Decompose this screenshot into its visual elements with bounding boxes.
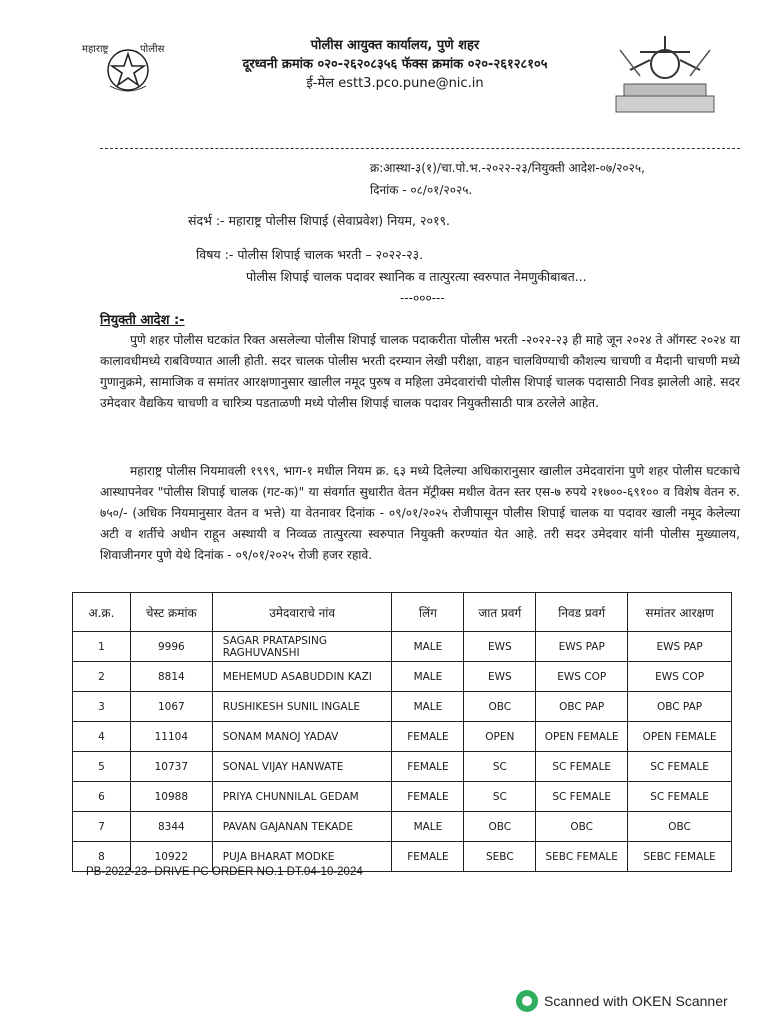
col-header: लिंग [392,593,464,632]
table-cell: MALE [392,692,464,722]
table-cell: SEBC FEMALE [628,842,732,872]
table-cell: 8 [73,842,131,872]
office-name: पोलीस आयुक्त कार्यालय, पुणे शहर [310,38,480,53]
table-row [73,662,732,692]
table-cell: FEMALE [392,842,464,872]
col-header: उमेदवाराचे नांव [212,593,392,632]
table-cell: 4 [73,722,131,752]
table-row [73,722,732,752]
table-cell: EWS PAP [628,632,732,662]
footer-code: PB-2022-23- DRIVE PC ORDER NO.1 DT.04-10-2024 [86,866,363,878]
table-cell: OBC PAP [628,692,732,722]
table-cell: SEBC [464,842,536,872]
scanner-watermark [516,990,728,1012]
table-cell: OBC [628,812,732,842]
table-cell: PAVAN GAJANAN TEKADE [212,812,392,842]
pune-police-crest [610,30,720,116]
table-cell: 10988 [130,782,212,812]
order-date: दिनांक - ०८/०१/२०२५. [370,183,473,197]
table-cell: SC FEMALE [536,782,628,812]
table-cell: EWS COP [536,662,628,692]
table-cell: SAGAR PRATAPSING RAGHUVANSHI [212,632,392,662]
table-cell: 3 [73,692,131,722]
table-cell: EWS COP [628,662,732,692]
table-cell: PRIYA CHUNNILAL GEDAM [212,782,392,812]
paragraph-2: महाराष्ट्र पोलीस नियमावली १९९९, भाग-१ मधील नियम क्र. ६३ मध्ये दिलेल्या अधिकारानुसार खालील उमेदवारांना पुणे शहर पोलीस घटकाचे आस्थापनेवर "पोलीस शिपाई चालक (गट-क)" या संवर्गात सुधारीत वेतन मॅट्रीक्स मधील वेतन स्तर एस-७ रुपये २१७००-६९१०० व विशेष वेतन रु. ७५०/- (अधिक नियमानुसार वेतन व भत्ते) या वेतनावर दिनांक - ०९/०१/२०२५ रोजीपासून पोलीस शिपाई चालक या पदावर खाली नमूद केलेल्या अटी व शर्तीचे अधीन राहून अस्थायी व निव्वळ तात्पुरत्या स्वरुपात नियुक्ती करण्यांत येत आहे. तरी सदर उमेदवार यांनी पोलीस मुख्यालय, शिवाजीनगर पुणे येथे दिनांक - ०९/०१/२०२५ रोजी हजर रहावे. [100,464,740,562]
table-row [73,812,732,842]
table-cell: SEBC FEMALE [536,842,628,872]
table-header-row [73,593,732,632]
table-cell: SC [464,782,536,812]
table-cell: OPEN [464,722,536,752]
table-cell: SC FEMALE [628,752,732,782]
table-cell: 7 [73,812,131,842]
scanner-watermark-text: Scanned with OKEN Scanner [544,993,728,1009]
table-cell: 11104 [130,722,212,752]
table-cell: 1067 [130,692,212,722]
table-cell: 10922 [130,842,212,872]
emblem-text-right: पोलीस [140,44,165,55]
order-number: क्र:आस्था-३(१)/चा.पो.भ.-२०२२-२३/नियुक्ती आदेश-०७/२०२५, [370,161,645,175]
email-line: ई-मेल estt3.pco.pune@nic.in [306,76,484,91]
table-cell: PUJA BHARAT MODKE [212,842,392,872]
col-header: समांतर आरक्षण [628,593,732,632]
table-row [73,752,732,782]
table-cell: SC FEMALE [628,782,732,812]
table-row [73,782,732,812]
table-cell: 8814 [130,662,212,692]
table-cell: OBC [464,692,536,722]
col-header: निवड प्रवर्ग [536,593,628,632]
table-cell: SC [464,752,536,782]
table-cell: MEHEMUD ASABUDDIN KAZI [212,662,392,692]
table-cell: 1 [73,632,131,662]
table-cell: EWS [464,662,536,692]
header-divider [100,148,740,149]
table-cell: OBC [536,812,628,842]
table-cell: MALE [392,812,464,842]
table-row [73,692,732,722]
vishay-subtitle: पोलीस शिपाई चालक पदावर स्थानिक व तात्पुरत्या स्वरुपात नेमणुकीबाबत... [246,269,587,284]
table-cell: FEMALE [392,782,464,812]
table-cell: 10737 [130,752,212,782]
vishay-line: विषय :- पोलीस शिपाई चालक भरती – २०२२-२३. [196,247,424,262]
emblem-text-left: महाराष्ट्र [82,44,109,55]
table-cell: MALE [392,662,464,692]
col-header: चेस्ट क्रमांक [130,593,212,632]
paragraph-1: पुणे शहर पोलीस घटकांत रिक्त असलेल्या पोलीस शिपाई चालक पदाकरीता पोलीस भरती -२०२२-२३ ही माहे जून २०२४ ते ऑगस्ट २०२४ या कालावधीमध्ये राबविण्यात आली होती. सदर चालक पोलीस भरती दरम्यान लेखी परीक्षा, वाहन चालविण्याची कौशल्य चाचणी व मैदानी चाचणी मध्ये गुणानुक्रमे, सामाजिक व समांतर आरक्षणानुसार खालील नमूद पुरुष व महिला उमेदवारांची पोलीस शिपाई चालक पदासाठी निवड झालेली आहे. सदर उमेदवार वैद्यकिय चाचणी व चारित्र्य पडताळणी मध्ये पोलीस शिपाई चालक पदावर नियुक्तीसाठी पात्र ठरलेले आहेत. [100,333,740,410]
table-cell: SONAM MANOJ YADAV [212,722,392,752]
col-header: अ.क्र. [73,593,131,632]
table-cell: EWS PAP [536,632,628,662]
table-cell: MALE [392,632,464,662]
table-cell: SONAL VIJAY HANWATE [212,752,392,782]
table-cell: 5 [73,752,131,782]
maharashtra-police-emblem [80,36,176,98]
table-cell: 2 [73,662,131,692]
sandarbh-line: संदर्भ :- महाराष्ट्र पोलीस शिपाई (सेवाप्रवेश) नियम, २०१९. [188,213,450,228]
table-row [73,632,732,662]
table-cell: SC FEMALE [536,752,628,782]
table-cell: EWS [464,632,536,662]
table-cell: FEMALE [392,722,464,752]
phone-fax-line: दूरध्वनी क्रमांक ०२०-२६२०८३५६ फॅक्स क्रमांक ०२०-२६१२८१०५ [242,57,548,72]
table-cell: FEMALE [392,752,464,782]
separator: ---०००--- [400,291,445,305]
table-cell: OBC [464,812,536,842]
table-cell: OPEN FEMALE [536,722,628,752]
col-header: जात प्रवर्ग [464,593,536,632]
table-cell: 6 [73,782,131,812]
table-cell: OPEN FEMALE [628,722,732,752]
order-heading: नियुक्ती आदेश :- [100,313,185,328]
table-cell: 8344 [130,812,212,842]
candidate-table [72,592,732,872]
table-cell: OBC PAP [536,692,628,722]
table-cell: 9996 [130,632,212,662]
oken-scanner-logo-icon [516,990,538,1012]
table-cell: RUSHIKESH SUNIL INGALE [212,692,392,722]
